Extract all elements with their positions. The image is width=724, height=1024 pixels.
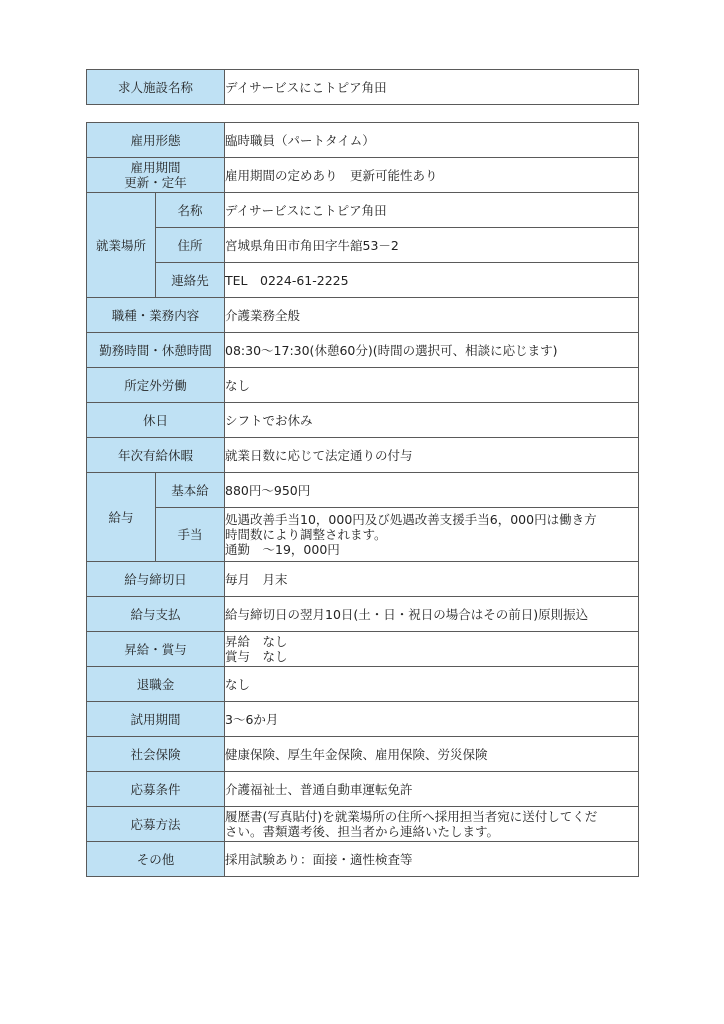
apply-row [87,807,639,842]
raise-bonus-row [87,632,639,667]
workplace-contact-row [87,263,639,298]
apply-value [225,807,639,842]
probation-row [87,702,639,737]
allowance-line-3: 通勤 ～19，000円 [225,542,340,557]
payment-row [87,597,639,632]
retirement-label: 退職金 [87,667,225,702]
paid-leave-row [87,438,639,473]
insurance-value: 健康保険、厚生年金保険、雇用保険、労災保険 [225,737,639,772]
retirement-value: なし [225,667,639,702]
probation-value: 3～6か月 [225,702,639,737]
salary-allowance-label: 手当 [156,508,225,562]
workplace-contact-label: 連絡先 [156,263,225,298]
holidays-value: シフトでお休み [225,403,639,438]
apply-label: 応募方法 [87,807,225,842]
requirements-label: 応募条件 [87,772,225,807]
allowance-line-2: 時間数により調整されます。 [225,527,387,542]
job-label: 職種・業務内容 [87,298,225,333]
holidays-row [87,403,639,438]
facility-label: 求人施設名称 [87,70,225,105]
facility-row [87,70,639,105]
holidays-label: 休日 [87,403,225,438]
workplace-address-row [87,228,639,263]
workplace-name-row [87,193,639,228]
apply-line-2: さい。書類選考後、担当者から連絡いたします。 [225,824,500,839]
job-row [87,298,639,333]
employment-period-value: 雇用期間の定めあり 更新可能性あり [225,158,639,193]
salary-base-label: 基本給 [156,473,225,508]
employment-period-row [87,158,639,193]
salary-allowance-value [225,508,639,562]
other-row [87,842,639,877]
employment-type-value: 臨時職員（パートタイム） [225,123,639,158]
salary-allowance-row [87,508,639,562]
employment-type-label: 雇用形態 [87,123,225,158]
facility-table [86,69,639,105]
paid-leave-label: 年次有給休暇 [87,438,225,473]
payment-value: 給与締切日の翌月10日(土・日・祝日の場合はその前日)原則振込 [225,597,639,632]
overtime-label: 所定外労働 [87,368,225,403]
salary-base-row [87,473,639,508]
bonus-line: 賞与 なし [225,649,288,664]
payment-label: 給与支払 [87,597,225,632]
workplace-name-label: 名称 [156,193,225,228]
hours-value: 08:30～17:30(休憩60分)(時間の選択可、相談に応じます) [225,333,639,368]
probation-label: 試用期間 [87,702,225,737]
job-value: 介護業務全般 [225,298,639,333]
insurance-row [87,737,639,772]
apply-line-1: 履歴書(写真貼付)を就業場所の住所へ採用担当者宛に送付してくだ [225,809,598,824]
cutoff-row [87,562,639,597]
raise-line: 昇給 なし [225,634,288,649]
workplace-address-value: 宮城県角田市角田字牛舘53－2 [225,228,639,263]
paid-leave-value: 就業日数に応じて法定通りの付与 [225,438,639,473]
insurance-label: 社会保険 [87,737,225,772]
facility-value: デイサービスにこトピア角田 [225,70,639,105]
requirements-row [87,772,639,807]
allowance-line-1: 処遇改善手当10，000円及び処遇改善支援手当6，000円は働き方 [225,512,597,527]
workplace-label: 就業場所 [87,193,156,298]
hours-label: 勤務時間・休憩時間 [87,333,225,368]
other-label: その他 [87,842,225,877]
retirement-row [87,667,639,702]
workplace-contact-value: TEL 0224-61-2225 [225,263,639,298]
salary-label: 給与 [87,473,156,562]
requirements-value: 介護福祉士、普通自動車運転免許 [225,772,639,807]
hours-row [87,333,639,368]
salary-base-value: 880円～950円 [225,473,639,508]
workplace-address-label: 住所 [156,228,225,263]
job-details-table [86,122,639,877]
overtime-row [87,368,639,403]
employment-type-row [87,123,639,158]
cutoff-value: 毎月 月末 [225,562,639,597]
overtime-value: なし [225,368,639,403]
other-value: 採用試験あり：面接・適性検査等 [225,842,639,877]
raise-bonus-value [225,632,639,667]
raise-bonus-label: 昇給・賞与 [87,632,225,667]
employment-period-label: 雇用期間 更新・定年 [87,158,225,193]
cutoff-label: 給与締切日 [87,562,225,597]
workplace-name-value: デイサービスにこトピア角田 [225,193,639,228]
